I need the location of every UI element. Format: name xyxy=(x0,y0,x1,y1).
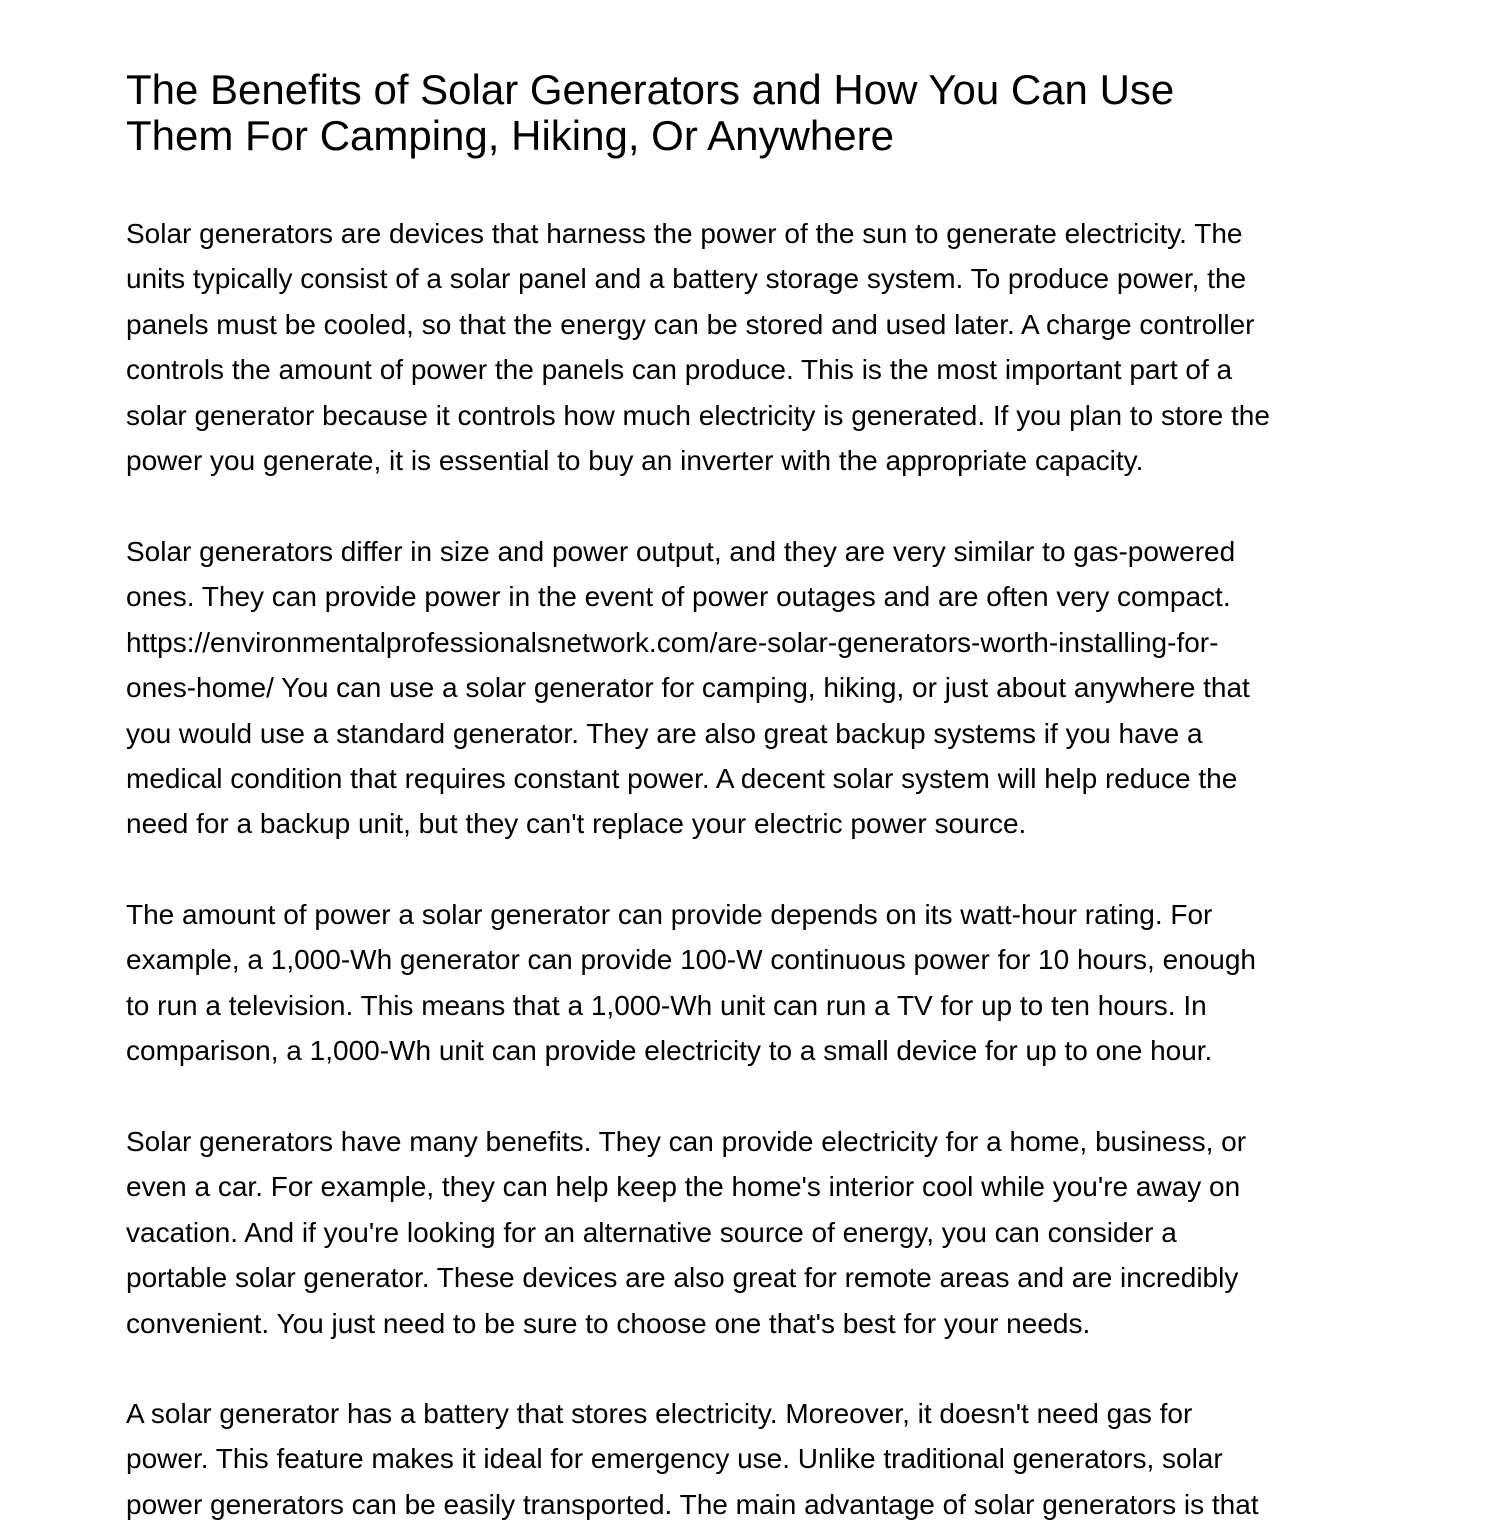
paragraph-line: medical condition that requires constant power. A decent solar system will help reduce the xyxy=(126,763,1238,795)
paragraph-line: Solar generators have many benefits. They can provide electricity for a home, business, or xyxy=(126,1126,1247,1157)
paragraph-line: example, a 1,000-Wh generator can provide 100-W continuous power for 10 hours, enough xyxy=(126,944,1257,976)
paragraph-line: power you generate, it is essential to buy an inverter with the appropriate capacity. xyxy=(126,445,1144,477)
paragraph-line: The amount of power a solar generator can provide depends on its watt-hour rating. For xyxy=(126,899,1213,930)
url-text: https://environmentalprofessionalsnetwork.com/are-solar-generators-worth-installing-for- xyxy=(126,626,1219,658)
paragraph-line: power generators can be easily transported. The main advantage of solar generators is that xyxy=(126,1488,1259,1520)
paragraph-line: even a car. For example, they can help keep the home's interior cool while you're away on xyxy=(126,1171,1241,1203)
paragraph-line: power. This feature makes it ideal for emergency use. Unlike traditional generators, solar xyxy=(126,1443,1223,1475)
paragraph-2 xyxy=(126,529,1376,847)
paragraph-line: comparison, a 1,000-Wh unit can provide electricity to a small device for up to one hour. xyxy=(126,1035,1213,1067)
paragraph-5 xyxy=(126,1391,1376,1527)
document-title xyxy=(126,67,1386,159)
paragraph-line: convenient. You just need to be sure to choose one that's best for your needs. xyxy=(126,1307,1091,1339)
title-line: The Benefits of Solar Generators and How You Can Use xyxy=(126,66,1175,113)
paragraph-line: ones. They can provide power in the event of power outages and are often very compact. xyxy=(126,581,1231,613)
paragraph-4 xyxy=(126,1119,1376,1346)
paragraph-line: ones-home/ You can use a solar generator for camping, hiking, or just about anywhere that xyxy=(126,672,1250,704)
paragraph-line: Solar generators are devices that harness the power of the sun to generate electricity. The xyxy=(126,218,1243,249)
paragraph-line: units typically consist of a solar panel and a battery storage system. To produce power, the xyxy=(126,263,1247,295)
paragraph-line: controls the amount of power the panels can produce. This is the most important part of a xyxy=(126,354,1233,386)
paragraph-line: solar generator because it controls how much electricity is generated. If you plan to store the xyxy=(126,399,1270,431)
paragraph-line: portable solar generator. These devices are also great for remote areas and are incredibly xyxy=(126,1262,1239,1294)
paragraph-3 xyxy=(126,892,1376,1074)
paragraph-line: A solar generator has a battery that stores electricity. Moreover, it doesn't need gas for xyxy=(126,1398,1193,1429)
paragraph-line: need for a backup unit, but they can't replace your electric power source. xyxy=(126,808,1027,840)
paragraph-line: vacation. And if you're looking for an alternative source of energy, you can consider a xyxy=(126,1216,1177,1248)
paragraph-line: Solar generators differ in size and power output, and they are very similar to gas-powered xyxy=(126,536,1236,567)
paragraph-line: panels must be cooled, so that the energy can be stored and used later. A charge controller xyxy=(126,308,1255,340)
title-line: Them For Camping, Hiking, Or Anywhere xyxy=(126,112,894,159)
paragraph-line: to run a television. This means that a 1,000-Wh unit can run a TV for up to ten hours. In xyxy=(126,989,1207,1021)
paragraph-line: you would use a standard generator. They are also great backup systems if you have a xyxy=(126,717,1203,749)
paragraph-1 xyxy=(126,211,1376,483)
